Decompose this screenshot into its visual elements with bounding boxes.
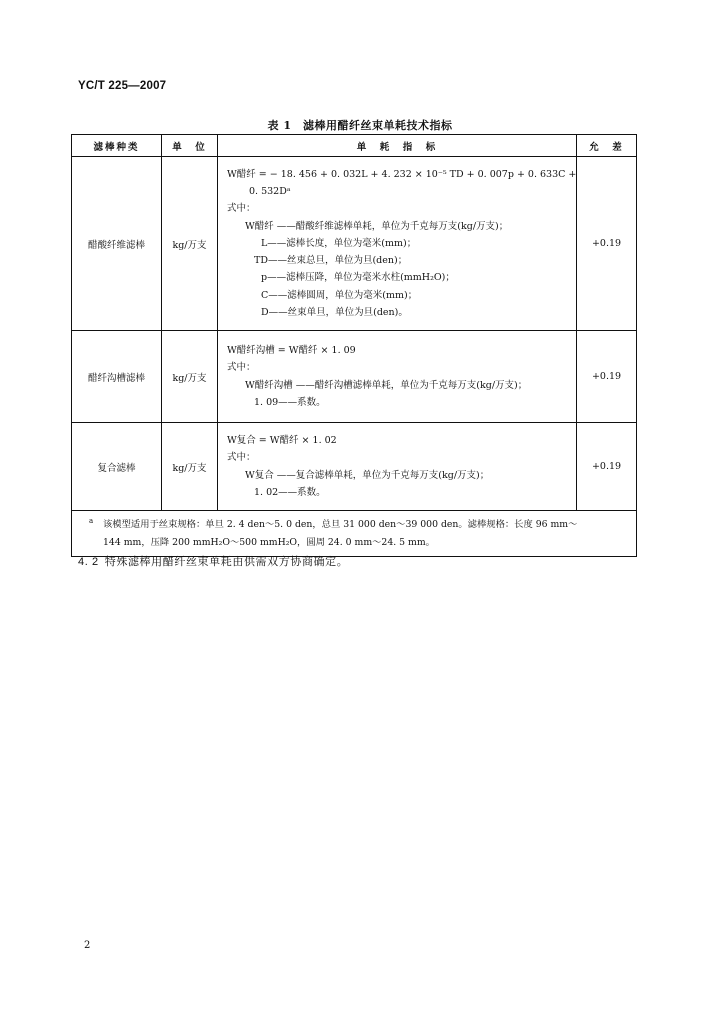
table-row: [72, 157, 637, 331]
table-row: [72, 331, 637, 423]
formula-line: C——滤棒圆周，单位为毫米(mm)；: [261, 289, 418, 301]
formula-line: W复合 = W醋纤 × 1. 02: [227, 435, 337, 447]
table-footnote-row: [72, 511, 637, 557]
formula-line: 式中：: [227, 362, 256, 374]
clause-number: 4. 2: [78, 556, 99, 568]
standard-code: YC/T 225—2007: [78, 80, 167, 92]
header-type: 滤棒种类: [72, 135, 162, 157]
table-footnote: a 该模型适用于丝束规格：单旦 2. 4 den～5. 0 den，总旦 31 000 den～39 000 den。滤棒规格：长度 96 mm～ 144 mm，压降 200 mmH₂O～500 mmH₂O，圆周 24. 0 mm～24. 5 mm。: [72, 511, 637, 557]
clause-text: 特殊滤棒用醋纤丝束单耗由供需双方协商确定。: [104, 555, 349, 568]
formula-line: 1. 02——系数。: [254, 486, 326, 498]
row-tolerance: +0.19: [577, 423, 637, 511]
footnote-line: 144 mm，压降 200 mmH₂O～500 mmH₂O，圆周 24. 0 mm～24. 5 mm。: [103, 537, 435, 548]
header-tolerance: 允 差: [577, 135, 637, 157]
row-type: 醋纤沟槽滤棒: [72, 331, 162, 423]
table-header-row: [72, 135, 637, 157]
formula-block: [218, 331, 577, 423]
row-type: 复合滤棒: [72, 423, 162, 511]
formula-line: TD——丝束总旦，单位为旦(den)；: [254, 255, 408, 267]
row-tolerance: +0.19: [577, 157, 637, 331]
row-type: 醋酸纤维滤棒: [72, 157, 162, 331]
header-index: 单 耗 指 标: [218, 135, 577, 157]
formula-block: [218, 423, 577, 511]
formula-block: [218, 157, 577, 331]
formula-line: W醋纤沟槽 = W醋纤 × 1. 09: [227, 345, 356, 357]
footnote-line: 该模型适用于丝束规格：单旦 2. 4 den～5. 0 den，总旦 31 000 den～39 000 den。滤棒规格：长度 96 mm～: [103, 519, 578, 530]
formula-line: p——滤棒压降，单位为毫米水柱(mmH₂O)；: [261, 272, 455, 284]
formula-line: W醋纤沟槽 ——醋纤沟槽滤棒单耗，单位为千克每万支(kg/万支)；: [245, 379, 528, 391]
formula-line: W复合 ——复合滤棒单耗，单位为千克每万支(kg/万支)；: [245, 469, 490, 481]
formula-line: W醋纤 = − 18. 456 + 0. 032L + 4. 232 × 10⁻⁵ TD + 0. 007p + 0. 633C +: [227, 169, 577, 181]
formula-line: W醋纤 ——醋酸纤维滤棒单耗，单位为千克每万支(kg/万支)；: [245, 220, 509, 232]
clause-4-2: [78, 553, 348, 569]
table-caption: 表 1 滤棒用醋纤丝束单耗技术指标: [267, 119, 453, 132]
row-tolerance: +0.19: [577, 331, 637, 423]
formula-line: 0. 532Dᵃ: [249, 186, 291, 198]
formula-line: 1. 09——系数。: [254, 396, 326, 408]
row-unit: kg/万支: [162, 331, 218, 423]
formula-line: L——滤棒长度，单位为毫米(mm)；: [261, 237, 417, 249]
spec-table: [71, 134, 637, 557]
row-unit: kg/万支: [162, 157, 218, 331]
formula-line: 式中：: [227, 203, 256, 215]
formula-line: D——丝束单旦，单位为旦(den)。: [261, 306, 408, 318]
page-number: 2: [84, 940, 91, 951]
header-unit: 单 位: [162, 135, 218, 157]
row-unit: kg/万支: [162, 423, 218, 511]
table-row: [72, 423, 637, 511]
formula-line: 式中：: [227, 452, 256, 464]
